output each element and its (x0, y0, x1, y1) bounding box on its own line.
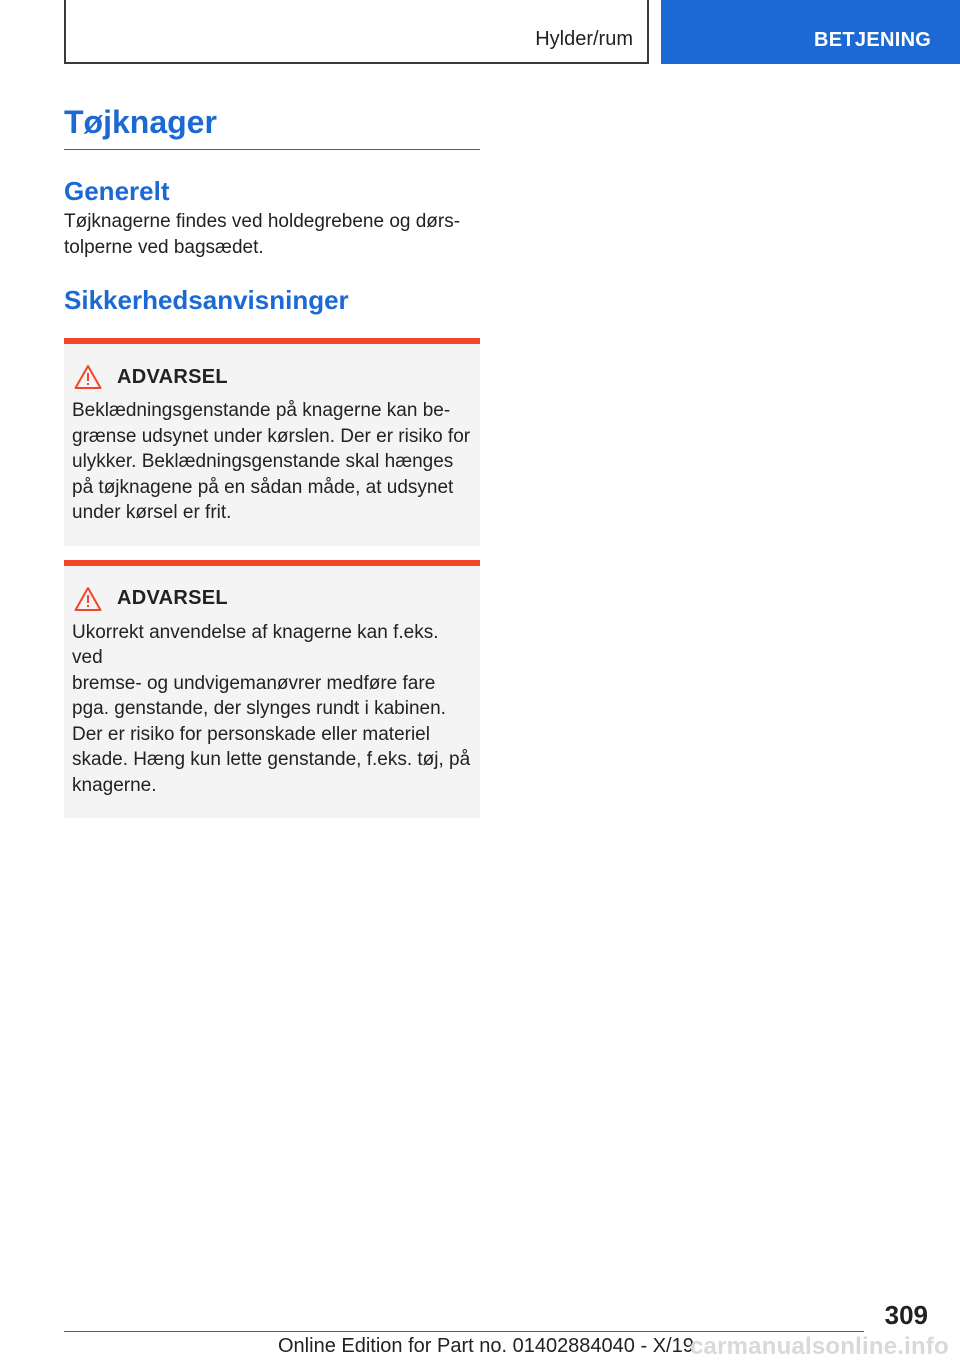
general-heading: Generelt (64, 176, 170, 206)
warning-triangle-icon (74, 586, 102, 612)
header-chapter-label: BETJENING (814, 29, 932, 51)
warning-header (72, 362, 472, 392)
warning-text-line: grænse udsynet under kørslen. Der er risiko for (72, 425, 471, 447)
warning-text (72, 398, 472, 526)
warning-triangle-icon (74, 364, 102, 390)
footer-edition-text: Online Edition for Part no. 01402884040 - X/19 (278, 1335, 694, 1357)
warning-text-line: skade. Hæng kun lette genstande, f.eks. tøj, på (72, 749, 471, 770)
page-number: 309 (884, 1300, 928, 1330)
warning-text (72, 620, 472, 799)
general-text-line: Tøjknagerne findes ved holdegrebene og dørs- (64, 211, 461, 232)
header-chapter-tab (661, 0, 960, 64)
warning-text-line: Beklædningsgenstande på knagerne kan be- (72, 400, 451, 421)
warning-text-line: Der er risiko for personskade eller materiel (72, 723, 430, 745)
header-section-box (64, 0, 649, 64)
general-text-line: tolperne ved bagsædet. (64, 237, 264, 258)
warning-text-line: Ukorrekt anvendelse af knagerne kan f.eks. ved (72, 621, 439, 668)
warning-text-line: knagerne. (72, 774, 157, 796)
general-text (64, 209, 480, 261)
warning-text-line: bremse- og undvigemanøvrer medføre fare (72, 672, 436, 694)
watermark: carmanualsonline.info (690, 1333, 949, 1360)
warning-header (72, 584, 472, 614)
warning-text-line: på tøjknagene på en sådan måde, at udsynet (72, 476, 454, 498)
warning-text-line: under kørsel er frit. (72, 502, 232, 523)
warning-box-1 (64, 338, 480, 546)
header-section-title: Hylder/rum (535, 28, 633, 50)
footer-divider (64, 1331, 864, 1332)
warning-text-line: ulykker. Beklædningsgenstande skal hænges (72, 451, 454, 472)
warning-label: ADVARSEL (117, 587, 228, 609)
warning-box-2 (64, 560, 480, 819)
warning-label: ADVARSEL (117, 365, 228, 388)
warning-text-line: pga. genstande, der slynges rundt i kabinen. (72, 698, 446, 719)
safety-heading: Sikkerhedsanvisninger (64, 285, 349, 315)
page-title: Tøjknager (64, 104, 480, 150)
content-column (64, 104, 480, 818)
